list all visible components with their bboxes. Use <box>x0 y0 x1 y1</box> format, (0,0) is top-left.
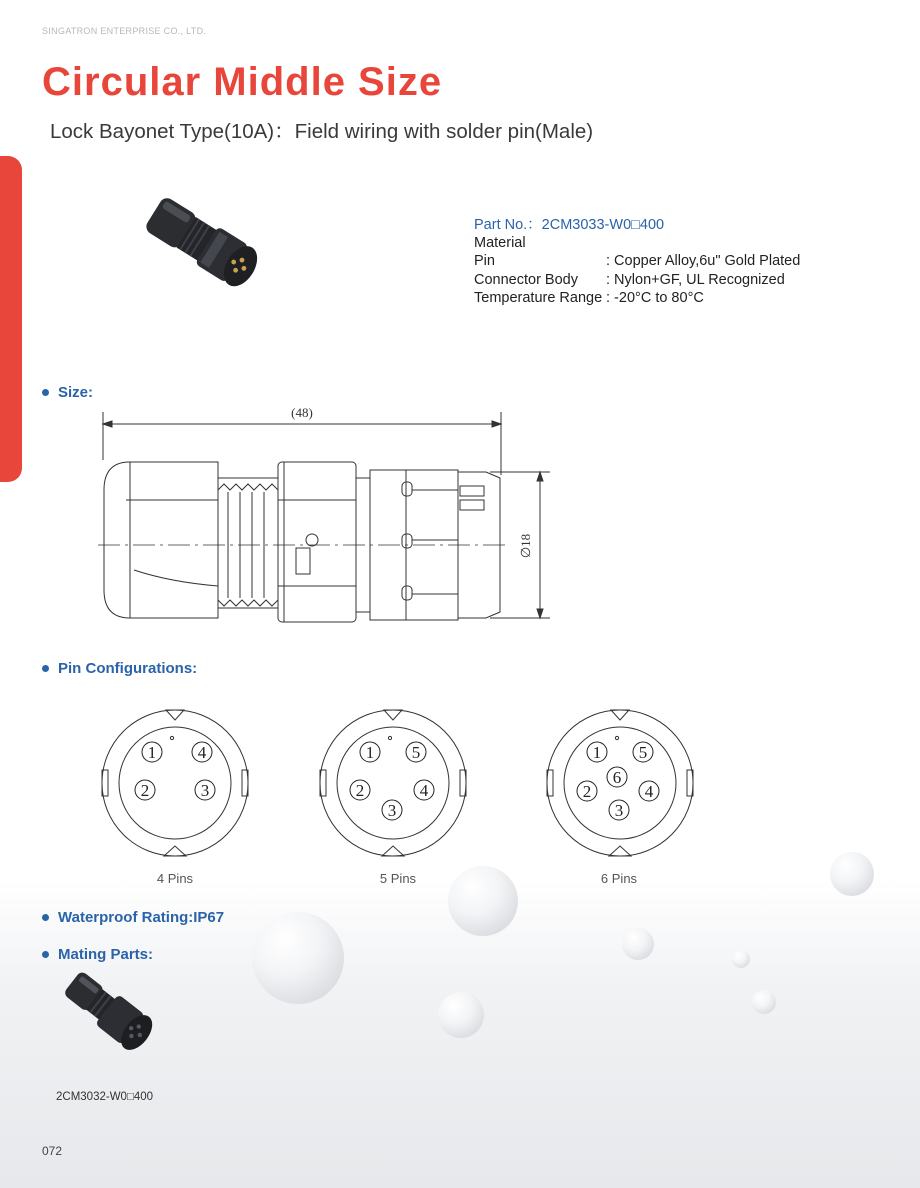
pin-label: 2 <box>140 781 150 800</box>
product-image <box>132 182 282 318</box>
section-label: Size: <box>58 384 94 401</box>
pin-layout-4 <box>100 706 250 860</box>
pin-caption: 4 Pins <box>156 871 194 886</box>
mating-part-image <box>58 970 164 1060</box>
pin-layout-5 <box>318 706 468 860</box>
decor-bubble <box>448 866 518 936</box>
pin-label: 4 <box>644 782 654 801</box>
section-label: Mating Parts: <box>58 946 154 963</box>
bullet-icon <box>42 951 49 958</box>
spec-value: : Nylon+GF, UL Recognized <box>606 271 785 288</box>
decor-bubble <box>752 990 776 1014</box>
side-tab-marker <box>0 156 22 482</box>
pin-caption: 5 Pins <box>379 871 417 886</box>
section-label: Pin Configurations: <box>58 660 198 677</box>
part-number: Part No.：2CM3033-W0□400 <box>474 217 665 233</box>
pin-label: 2 <box>582 782 592 801</box>
bullet-icon <box>42 914 49 921</box>
bullet-icon <box>42 389 49 396</box>
pin-label: 1 <box>592 743 602 762</box>
mating-part-number: 2CM3032-W0□400 <box>56 1091 154 1103</box>
pin-label: 4 <box>197 743 207 762</box>
pin-label: 5 <box>638 743 648 762</box>
section-label: Waterproof Rating:IP67 <box>58 909 225 926</box>
pin-label: 6 <box>612 768 622 787</box>
company-name: SINGATRON ENTERPRISE CO., LTD. <box>42 26 207 36</box>
bullet-icon <box>42 665 49 672</box>
spec-value: : Copper Alloy,6u" Gold Plated <box>606 253 801 270</box>
spec-row <box>474 271 800 289</box>
pin-label: 4 <box>419 781 429 800</box>
pin-layout-6 <box>545 706 695 860</box>
pin-label: 3 <box>387 801 397 820</box>
decor-bubble <box>732 950 750 968</box>
pin-label: 1 <box>147 743 157 762</box>
page-subtitle: Lock Bayonet Type(10A)：Field wiring with solder pin(Male) <box>50 120 594 143</box>
spec-key: Connector Body <box>474 271 578 288</box>
spec-key: Temperature Range <box>474 289 603 306</box>
decor-bubble <box>252 912 344 1004</box>
spec-row <box>474 252 800 270</box>
decor-bubble <box>830 852 874 896</box>
pin-label: 1 <box>365 743 375 762</box>
section-waterproof <box>42 909 224 926</box>
section-pin-config <box>42 660 197 677</box>
decor-bubble <box>438 992 484 1038</box>
page-number: 072 <box>42 1144 63 1158</box>
length-dimension: (48) <box>291 405 313 420</box>
section-size <box>42 384 93 401</box>
dimension-drawing <box>90 400 560 640</box>
material-label: Material <box>474 235 526 252</box>
diameter-dimension: ∅18 <box>518 533 533 559</box>
spec-value: : -20°C to 80°C <box>606 289 704 306</box>
spec-table <box>474 216 800 307</box>
section-mating <box>42 946 153 963</box>
decor-bubble <box>622 928 654 960</box>
spec-row <box>474 289 800 307</box>
pin-label: 3 <box>614 801 624 820</box>
pin-label: 5 <box>411 743 421 762</box>
pin-label: 2 <box>355 781 365 800</box>
pin-caption: 6 Pins <box>600 871 638 886</box>
spec-key: Pin <box>474 253 495 270</box>
page-title: Circular Middle Size <box>42 60 443 104</box>
pin-label: 3 <box>200 781 210 800</box>
